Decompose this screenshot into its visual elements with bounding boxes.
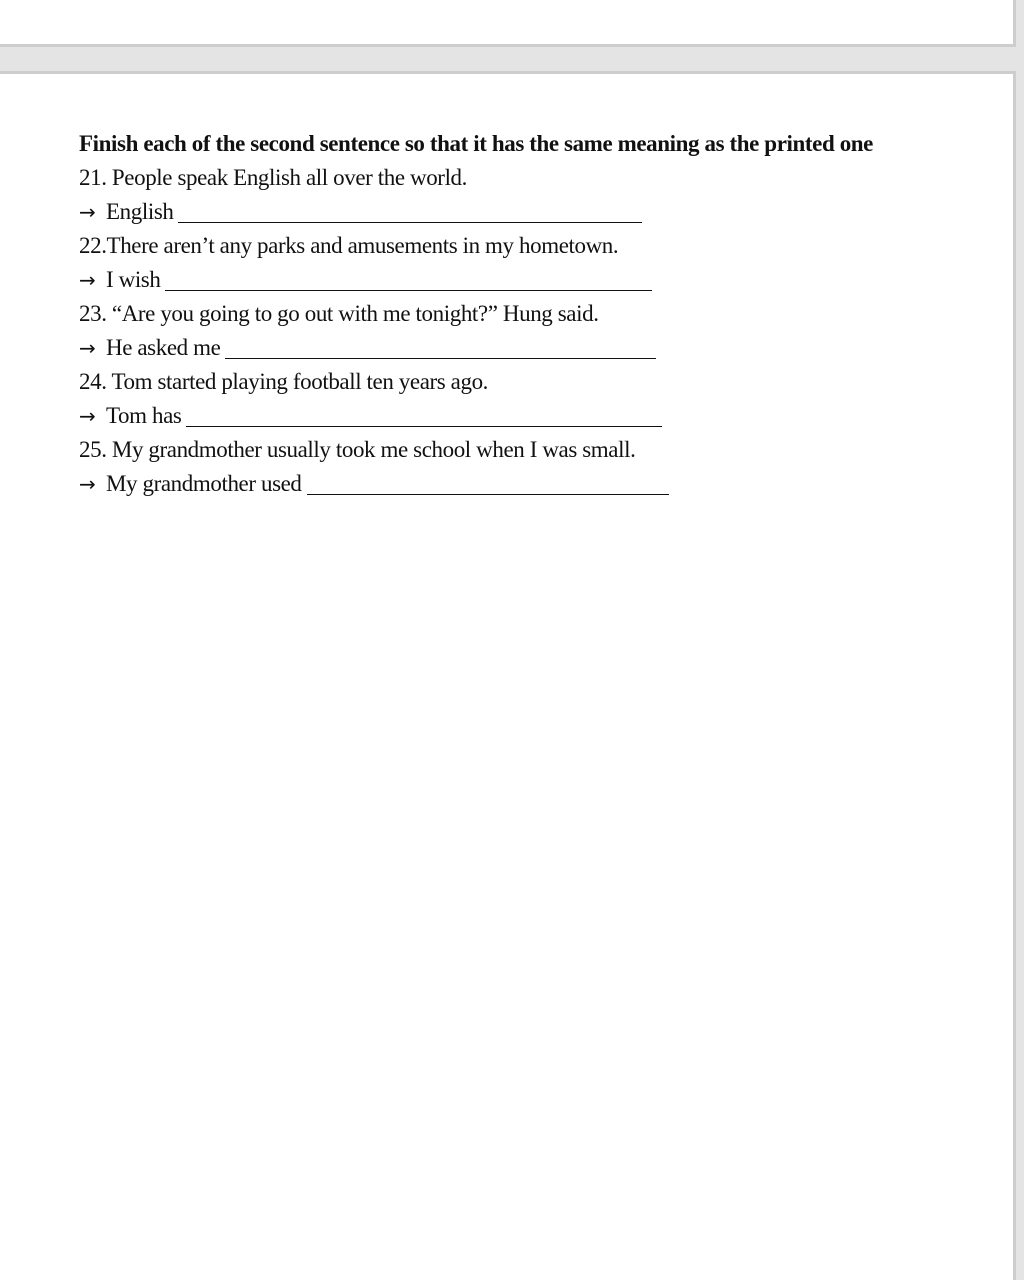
question-25: 25. My grandmother usually took me school when I was small. — [79, 437, 636, 462]
answer-blank-21[interactable] — [178, 200, 642, 223]
question-24: 24. Tom started playing football ten years ago. — [79, 369, 489, 394]
question-21: 21. People speak English all over the world. — [79, 165, 468, 190]
answer-prompt-23: He asked me — [106, 335, 221, 360]
instruction-heading: Finish each of the second sentence so that it has the same meaning as the printed one — [79, 131, 873, 156]
question-22: 22.There aren’t any parks and amusements in my hometown. — [79, 233, 619, 258]
answer-line-25 — [79, 467, 979, 501]
answer-line-24 — [79, 399, 979, 433]
answer-prompt-22: I wish — [106, 267, 161, 292]
previous-page — [0, 0, 1016, 47]
answer-blank-25[interactable] — [307, 472, 669, 495]
answer-blank-23[interactable] — [225, 336, 656, 359]
answer-blank-24[interactable] — [186, 404, 662, 427]
question-23: 23. “Are you going to go out with me tonight?” Hung said. — [79, 301, 599, 326]
arrow-icon: → — [79, 268, 96, 292]
answer-prompt-24: Tom has — [106, 403, 182, 428]
arrow-icon: → — [79, 200, 96, 224]
answer-line-21 — [79, 195, 979, 229]
arrow-icon: → — [79, 472, 96, 496]
arrow-icon: → — [79, 336, 96, 360]
answer-prompt-25: My grandmother used — [106, 471, 302, 496]
answer-blank-22[interactable] — [165, 268, 652, 291]
answer-line-23 — [79, 331, 979, 365]
answer-prompt-21: English — [106, 199, 174, 224]
worksheet-content — [79, 127, 979, 501]
answer-line-22 — [79, 263, 979, 297]
arrow-icon: → — [79, 404, 96, 428]
